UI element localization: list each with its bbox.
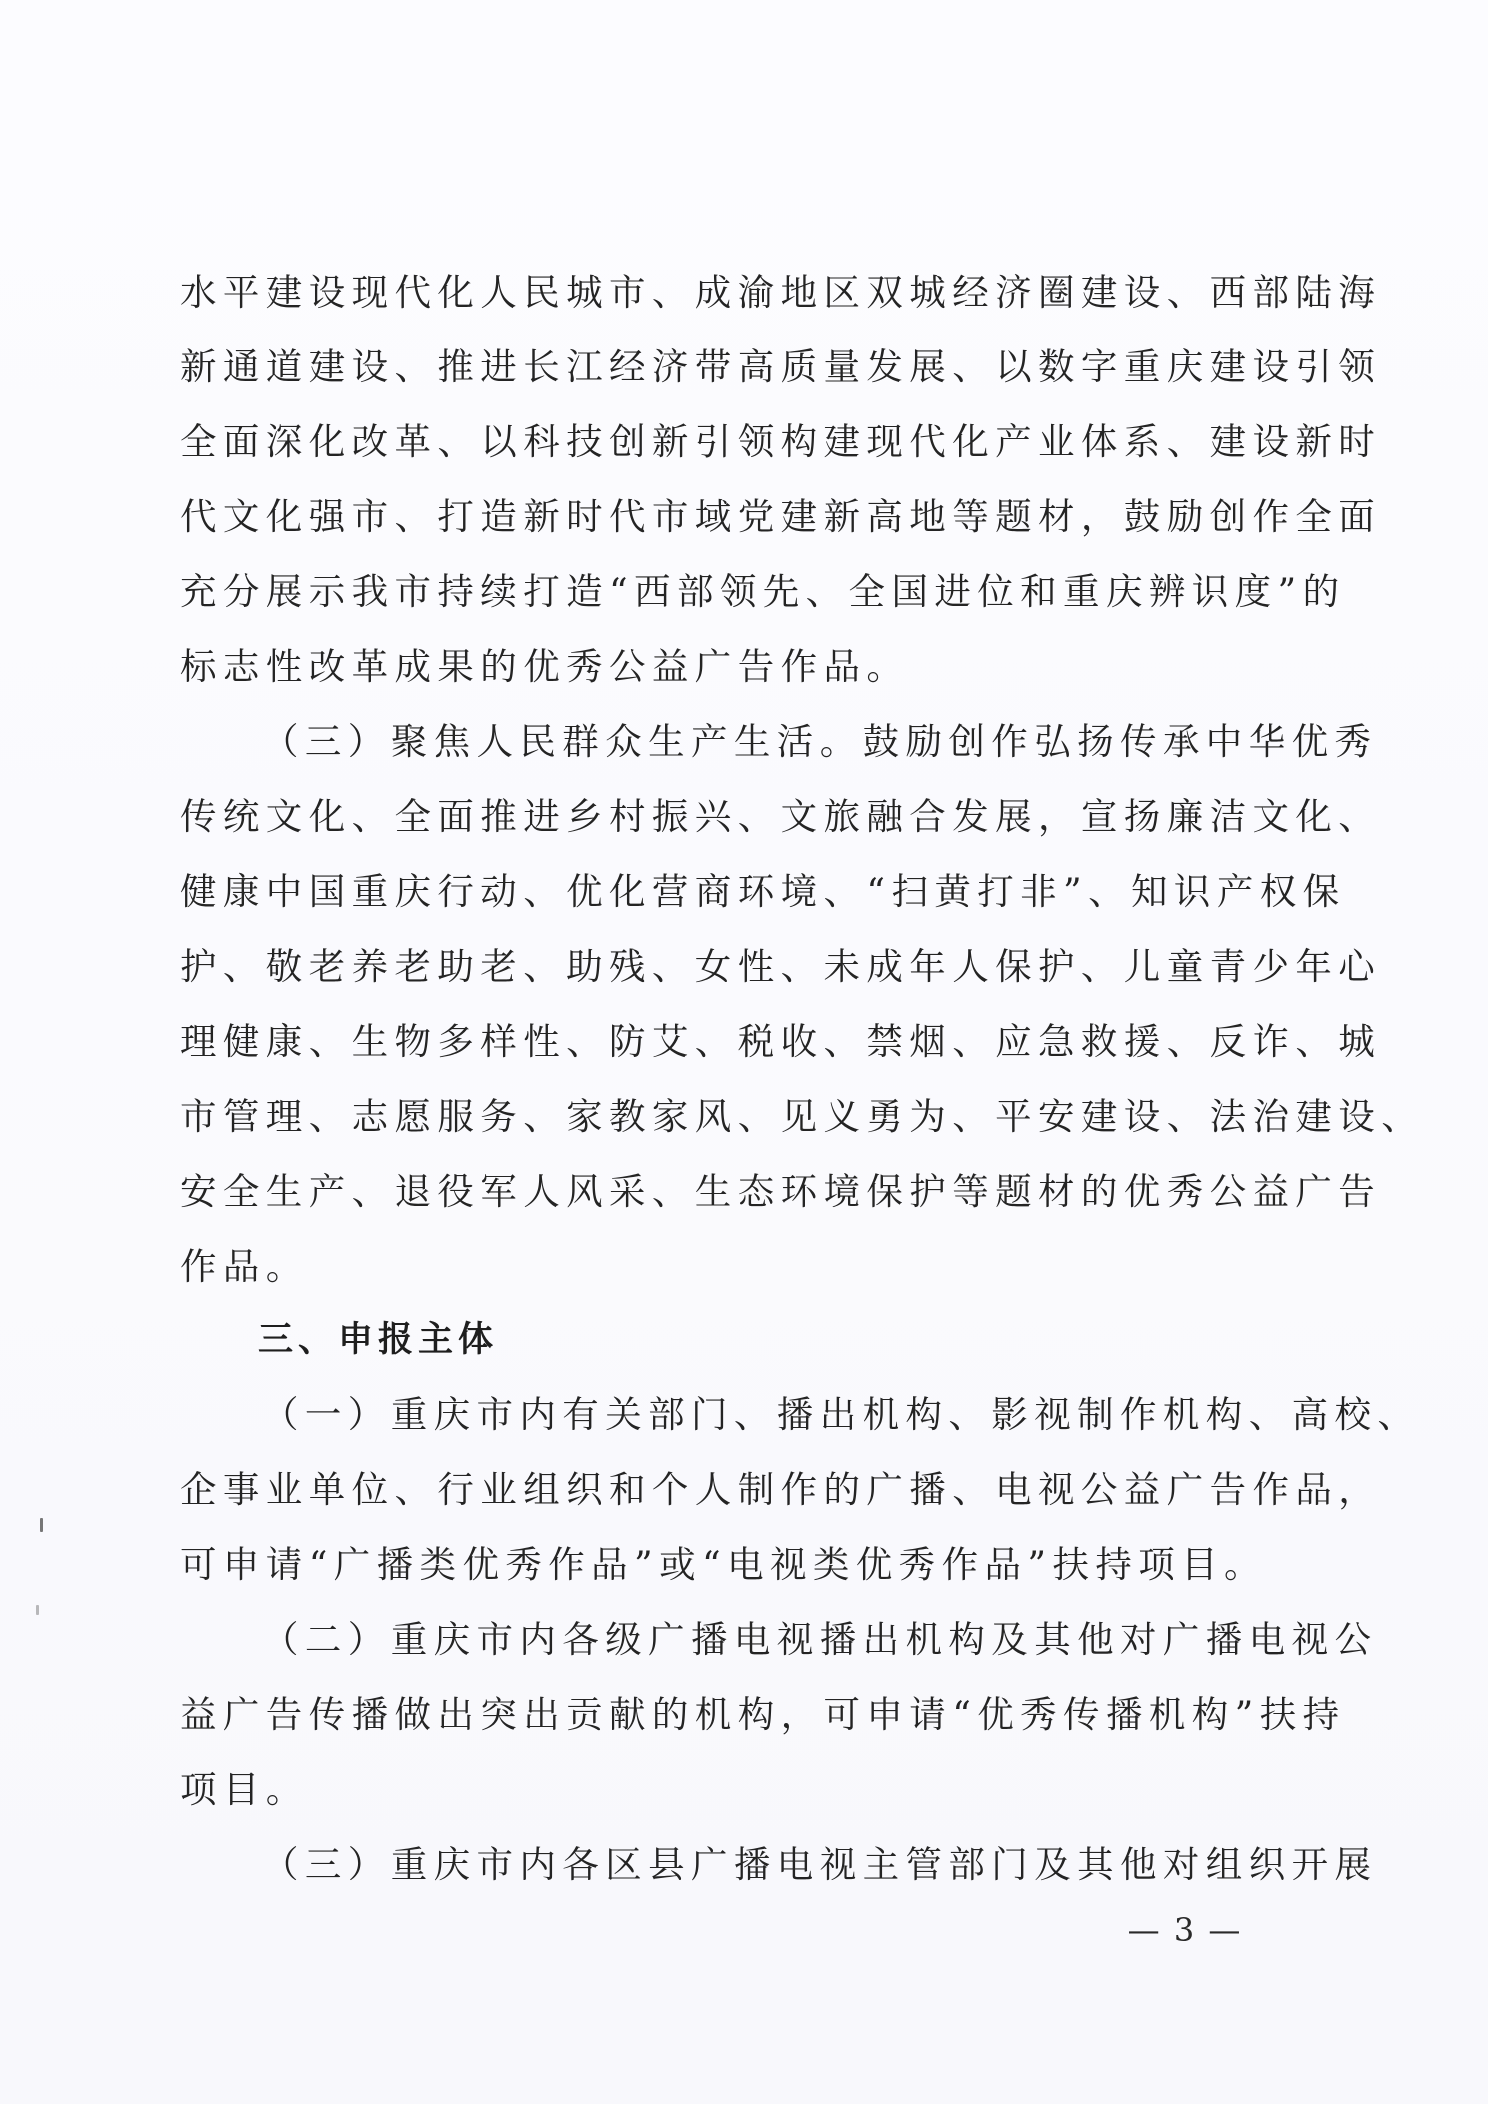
item-2-line-2: 益广告传播做出突出贡献的机构，可申请“优秀传播机构”扶持 [180, 1693, 1346, 1736]
body-line-14: 作品。 [180, 1245, 309, 1288]
body-line-5: 充分展示我市持续打造“西部领先、全国进位和重庆辨识度”的 [180, 570, 1346, 613]
body-line-10: 护、敬老养老助老、助残、女性、未成年人保护、儿童青少年心 [180, 945, 1382, 988]
item-1-line-1: （一）重庆市内有关部门、播出机构、影视制作机构、高校、 [262, 1393, 1421, 1436]
scan-speck [36, 1605, 39, 1615]
body-line-3: 全面深化改革、以科技创新引领构建现代化产业体系、建设新时 [180, 420, 1382, 463]
body-line-11: 理健康、生物多样性、防艾、税收、禁烟、应急救援、反诈、城 [180, 1020, 1382, 1063]
item-1-line-3: 可申请“广播类优秀作品”或“电视类优秀作品”扶持项目。 [180, 1543, 1267, 1586]
page-number: — 3 — [1127, 1911, 1243, 1949]
item-2-line-1: （二）重庆市内各级广播电视播出机构及其他对广播电视公 [262, 1618, 1378, 1661]
body-line-2: 新通道建设、推进长江经济带高质量发展、以数字重庆建设引领 [180, 345, 1382, 388]
body-line-13: 安全生产、退役军人风采、生态环境保护等题材的优秀公益广告 [180, 1170, 1382, 1213]
body-line-6: 标志性改革成果的优秀公益广告作品。 [180, 645, 910, 688]
paragraph-3-line-1: （三）聚焦人民群众生产生活。鼓励创作弘扬传承中华优秀 [262, 720, 1378, 763]
scan-speck [40, 1518, 43, 1532]
body-line-12: 市管理、志愿服务、家教家风、见义勇为、平安建设、法治建设、 [180, 1095, 1425, 1138]
body-line-4: 代文化强市、打造新时代市域党建新高地等题材，鼓励创作全面 [180, 495, 1382, 538]
section-heading: 三、申报主体 [258, 1320, 499, 1360]
body-line-8: 传统文化、全面推进乡村振兴、文旅融合发展，宣扬廉洁文化、 [180, 795, 1382, 838]
item-1-line-2: 企事业单位、行业组织和个人制作的广播、电视公益广告作品， [180, 1468, 1382, 1511]
body-line-9: 健康中国重庆行动、优化营商环境、“扫黄打非”、知识产权保 [180, 870, 1346, 913]
item-3-line-1: （三）重庆市内各区县广播电视主管部门及其他对组织开展 [262, 1843, 1378, 1886]
item-2-line-3: 项目。 [180, 1768, 309, 1811]
body-line-1: 水平建设现代化人民城市、成渝地区双城经济圈建设、西部陆海 [180, 271, 1382, 314]
